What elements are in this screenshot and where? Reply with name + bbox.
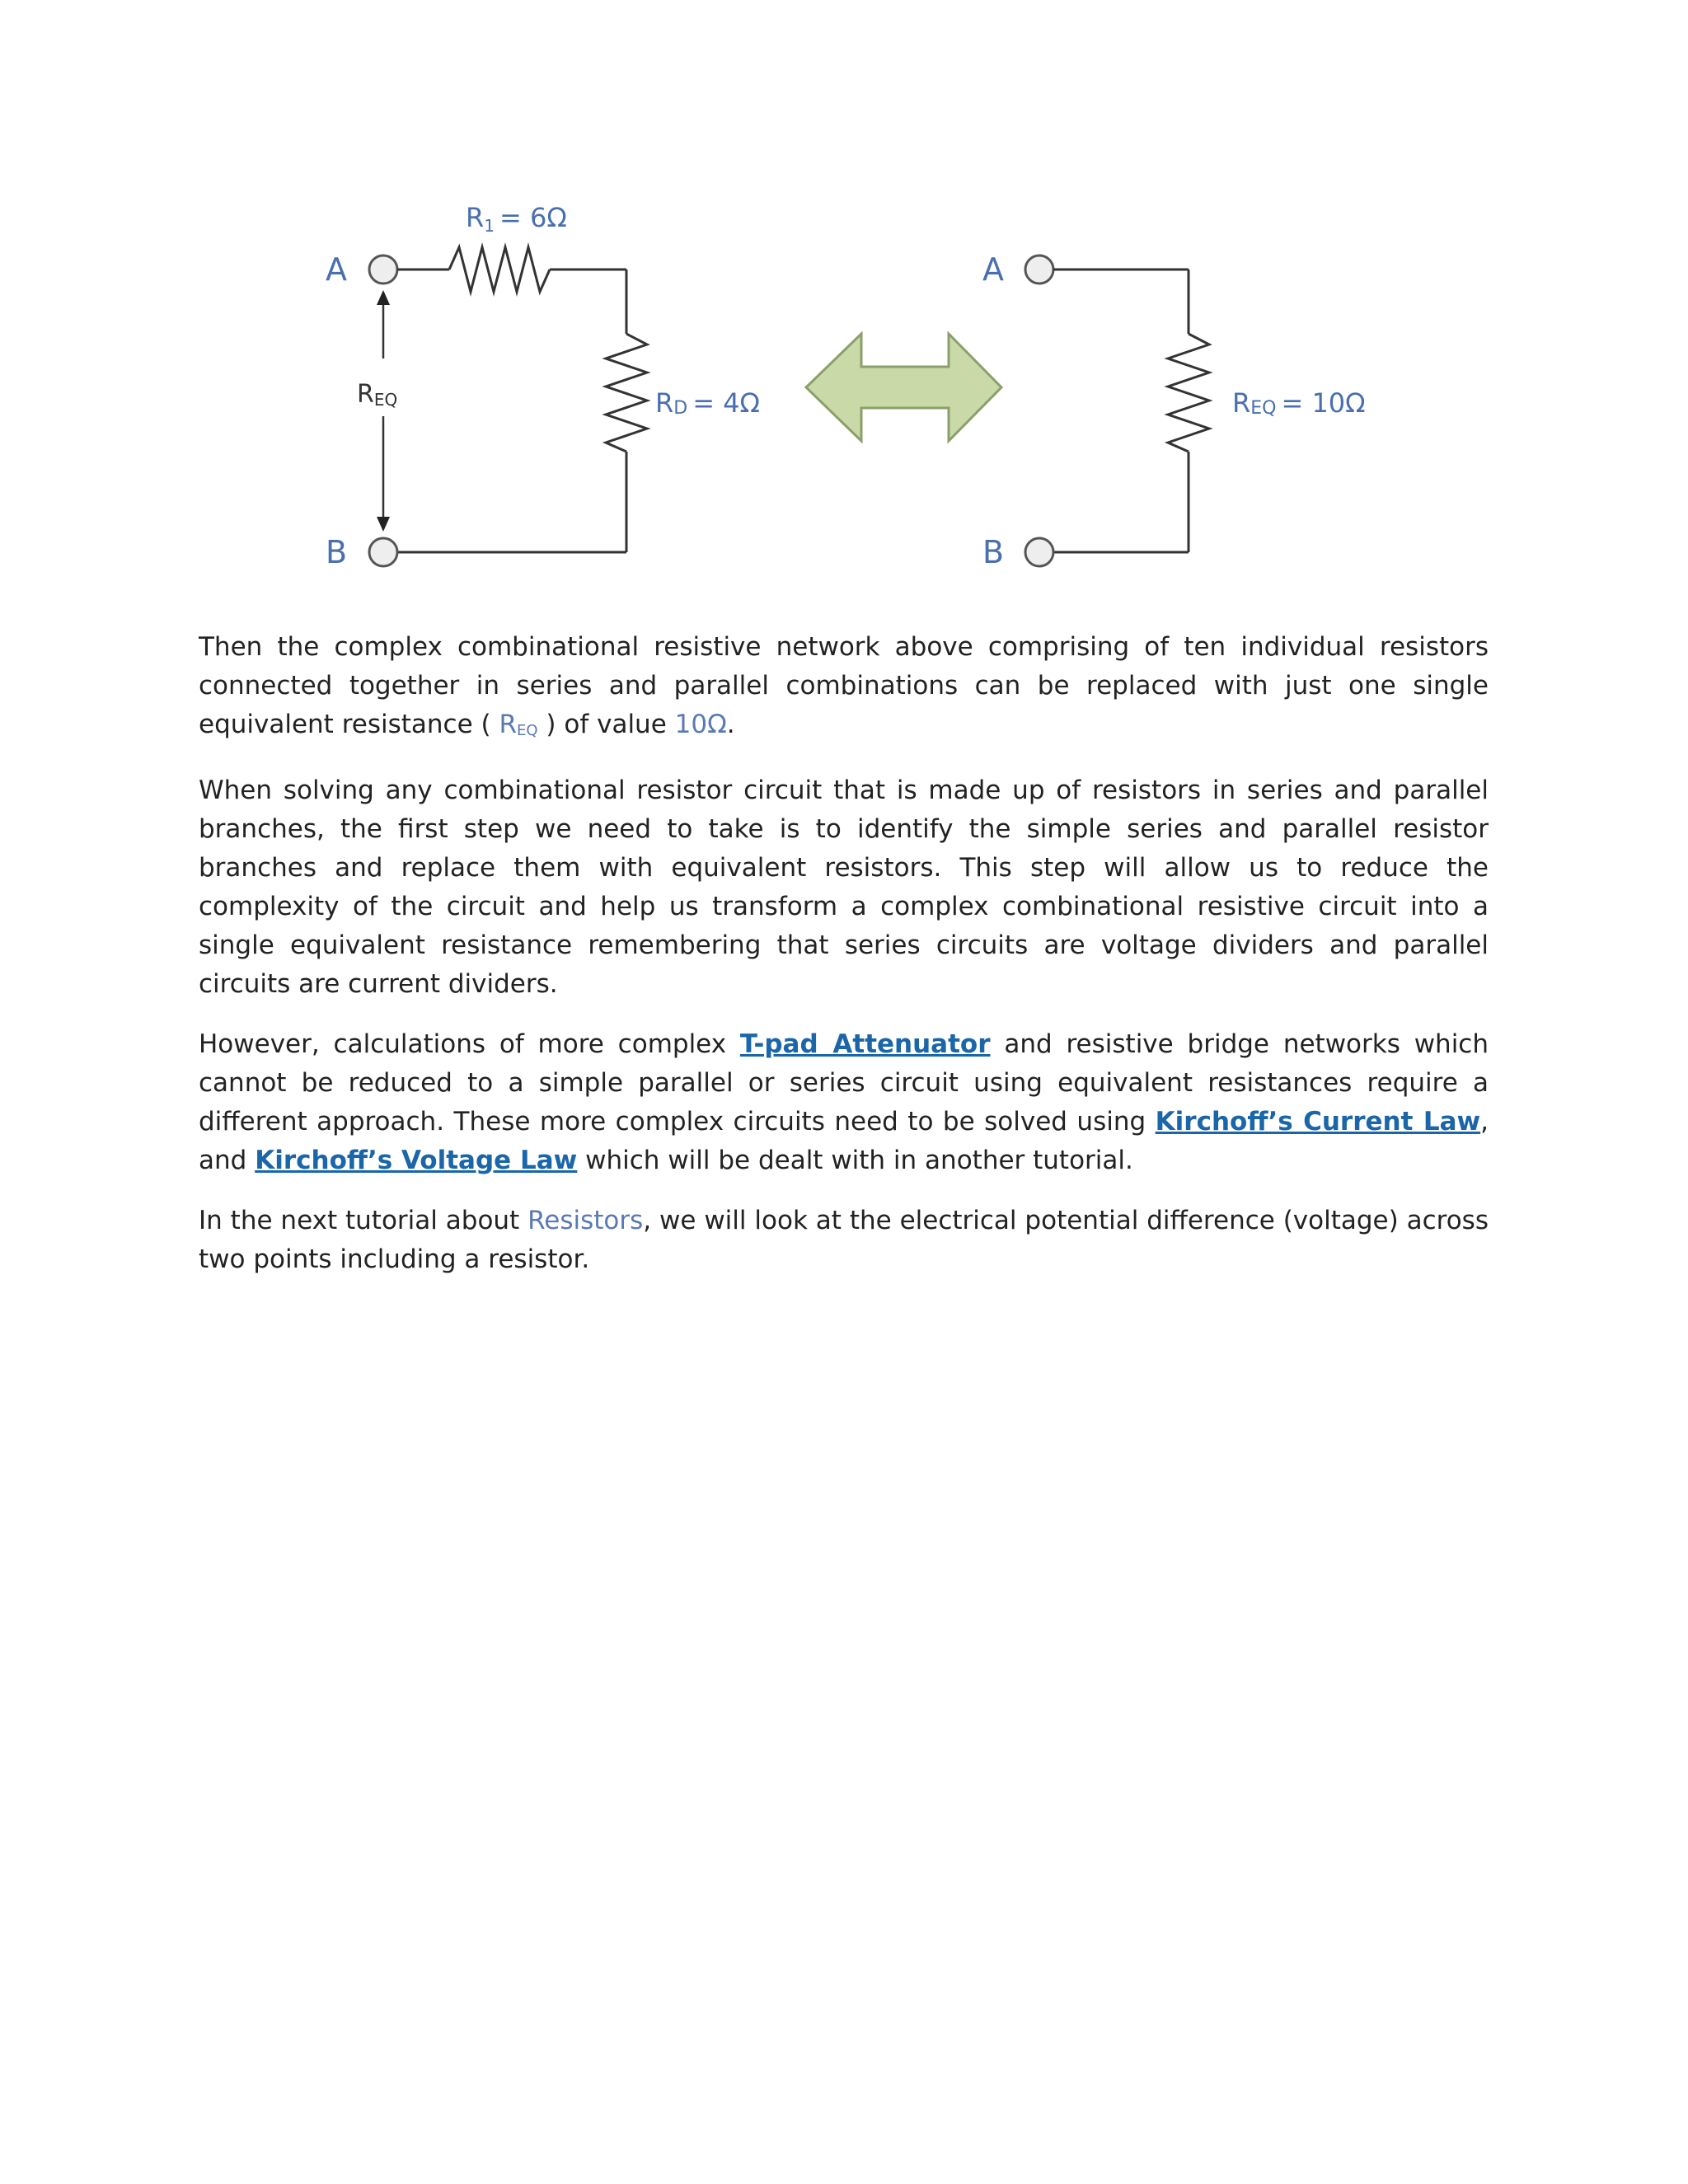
req-right-label-sub: EQ [1250,398,1277,419]
paragraph-complex-circuits [199,1025,1489,1180]
req-arrowhead-down [377,517,390,532]
p1-text-2: ) of value [537,710,675,739]
r1-label-value: = 6Ω [499,202,567,233]
p3-text-3: , and [199,1107,1489,1175]
resistor-rd [606,334,647,452]
right-terminal-a-node [1025,255,1053,284]
right-terminal-b-node [1025,538,1053,566]
resistor-r1 [449,247,550,292]
p4-text-2: , we will look at the electrical potential difference (voltage) across two points including a resistor. [199,1206,1489,1274]
tpad-attenuator-link[interactable]: T-pad Attenuator [739,1029,991,1059]
rd-label-sub: D [673,398,688,419]
p1-value: 10Ω [674,710,727,739]
terminal-a-node [369,255,397,284]
equivalence-double-arrow [806,334,1001,441]
p3-text-4: which will be dealt with in another tutorial. [577,1146,1133,1175]
kirchoff-current-law-link[interactable]: Kirchoff’s Current Law [1155,1107,1481,1137]
req-left-label [357,380,397,410]
equivalent-resistance-diagram [317,190,1405,577]
req-right-label-value: = 10Ω [1281,387,1366,419]
paragraph-solving-circuits: When solving any combinational resistor circuit that is made up of resistors in series and parallel branches, the first step we need to take is to identify the simple series and parallel resistor branches and replace them with equivalent resistors. This step will allow us to reduce the complexity of the circuit and help us transform a complex combinational resistive circuit into a single equivalent resistance remembering that series circuits are voltage dividers and parallel circuits are current dividers. [199,776,1489,999]
left-terminal-b-label: B [326,534,348,570]
p1-req-r: R [499,710,518,739]
article-body [199,628,1489,1301]
req-arrowhead-up [377,290,390,305]
p4-text-1: In the next tutorial about [199,1206,528,1235]
r1-label-r: R [466,202,485,233]
r1-label-sub: 1 [484,216,495,236]
left-terminal-a-label: A [326,251,347,288]
terminal-b-node [369,538,397,566]
kirchoff-voltage-law-link[interactable]: Kirchoff’s Voltage Law [255,1146,578,1175]
resistor-req [1168,334,1209,452]
rd-label-value: = 4Ω [692,387,760,419]
p3-text-2: and resistive bridge networks which cannot be reduced to a simple parallel or series circuit using equivalent resistances require a different approach. These more complex circuits need to be solved using [199,1029,1489,1137]
right-terminal-a-label: A [982,251,1004,288]
right-terminal-b-label: B [982,534,1005,570]
p1-text-1: Then the complex combinational resistive network above comprising of ten individual resistors connected together in series and parallel combinations can be replaced with just one single equivalent resistance ( [199,632,1489,739]
p1-req-symbol [499,710,537,739]
p3-text-1: However, calculations of more complex [199,1029,740,1059]
resistors-link[interactable]: Resistors [528,1206,644,1235]
req-right-label [1232,387,1366,419]
circuit-diagram-svg [317,190,1405,577]
req-left-label-r: R [357,380,374,409]
req-left-label-sub: EQ [373,390,398,410]
paragraph-equivalent-resistance [199,628,1489,750]
right-circuit [1025,255,1209,566]
p1-text-3: . [726,710,735,739]
r1-label [466,202,567,236]
p1-req-sub: EQ [517,722,538,739]
req-right-label-r: R [1232,387,1251,419]
rd-label-r: R [655,387,674,419]
paragraph-next-tutorial [199,1202,1489,1279]
left-circuit [369,247,647,566]
rd-label [655,387,760,419]
